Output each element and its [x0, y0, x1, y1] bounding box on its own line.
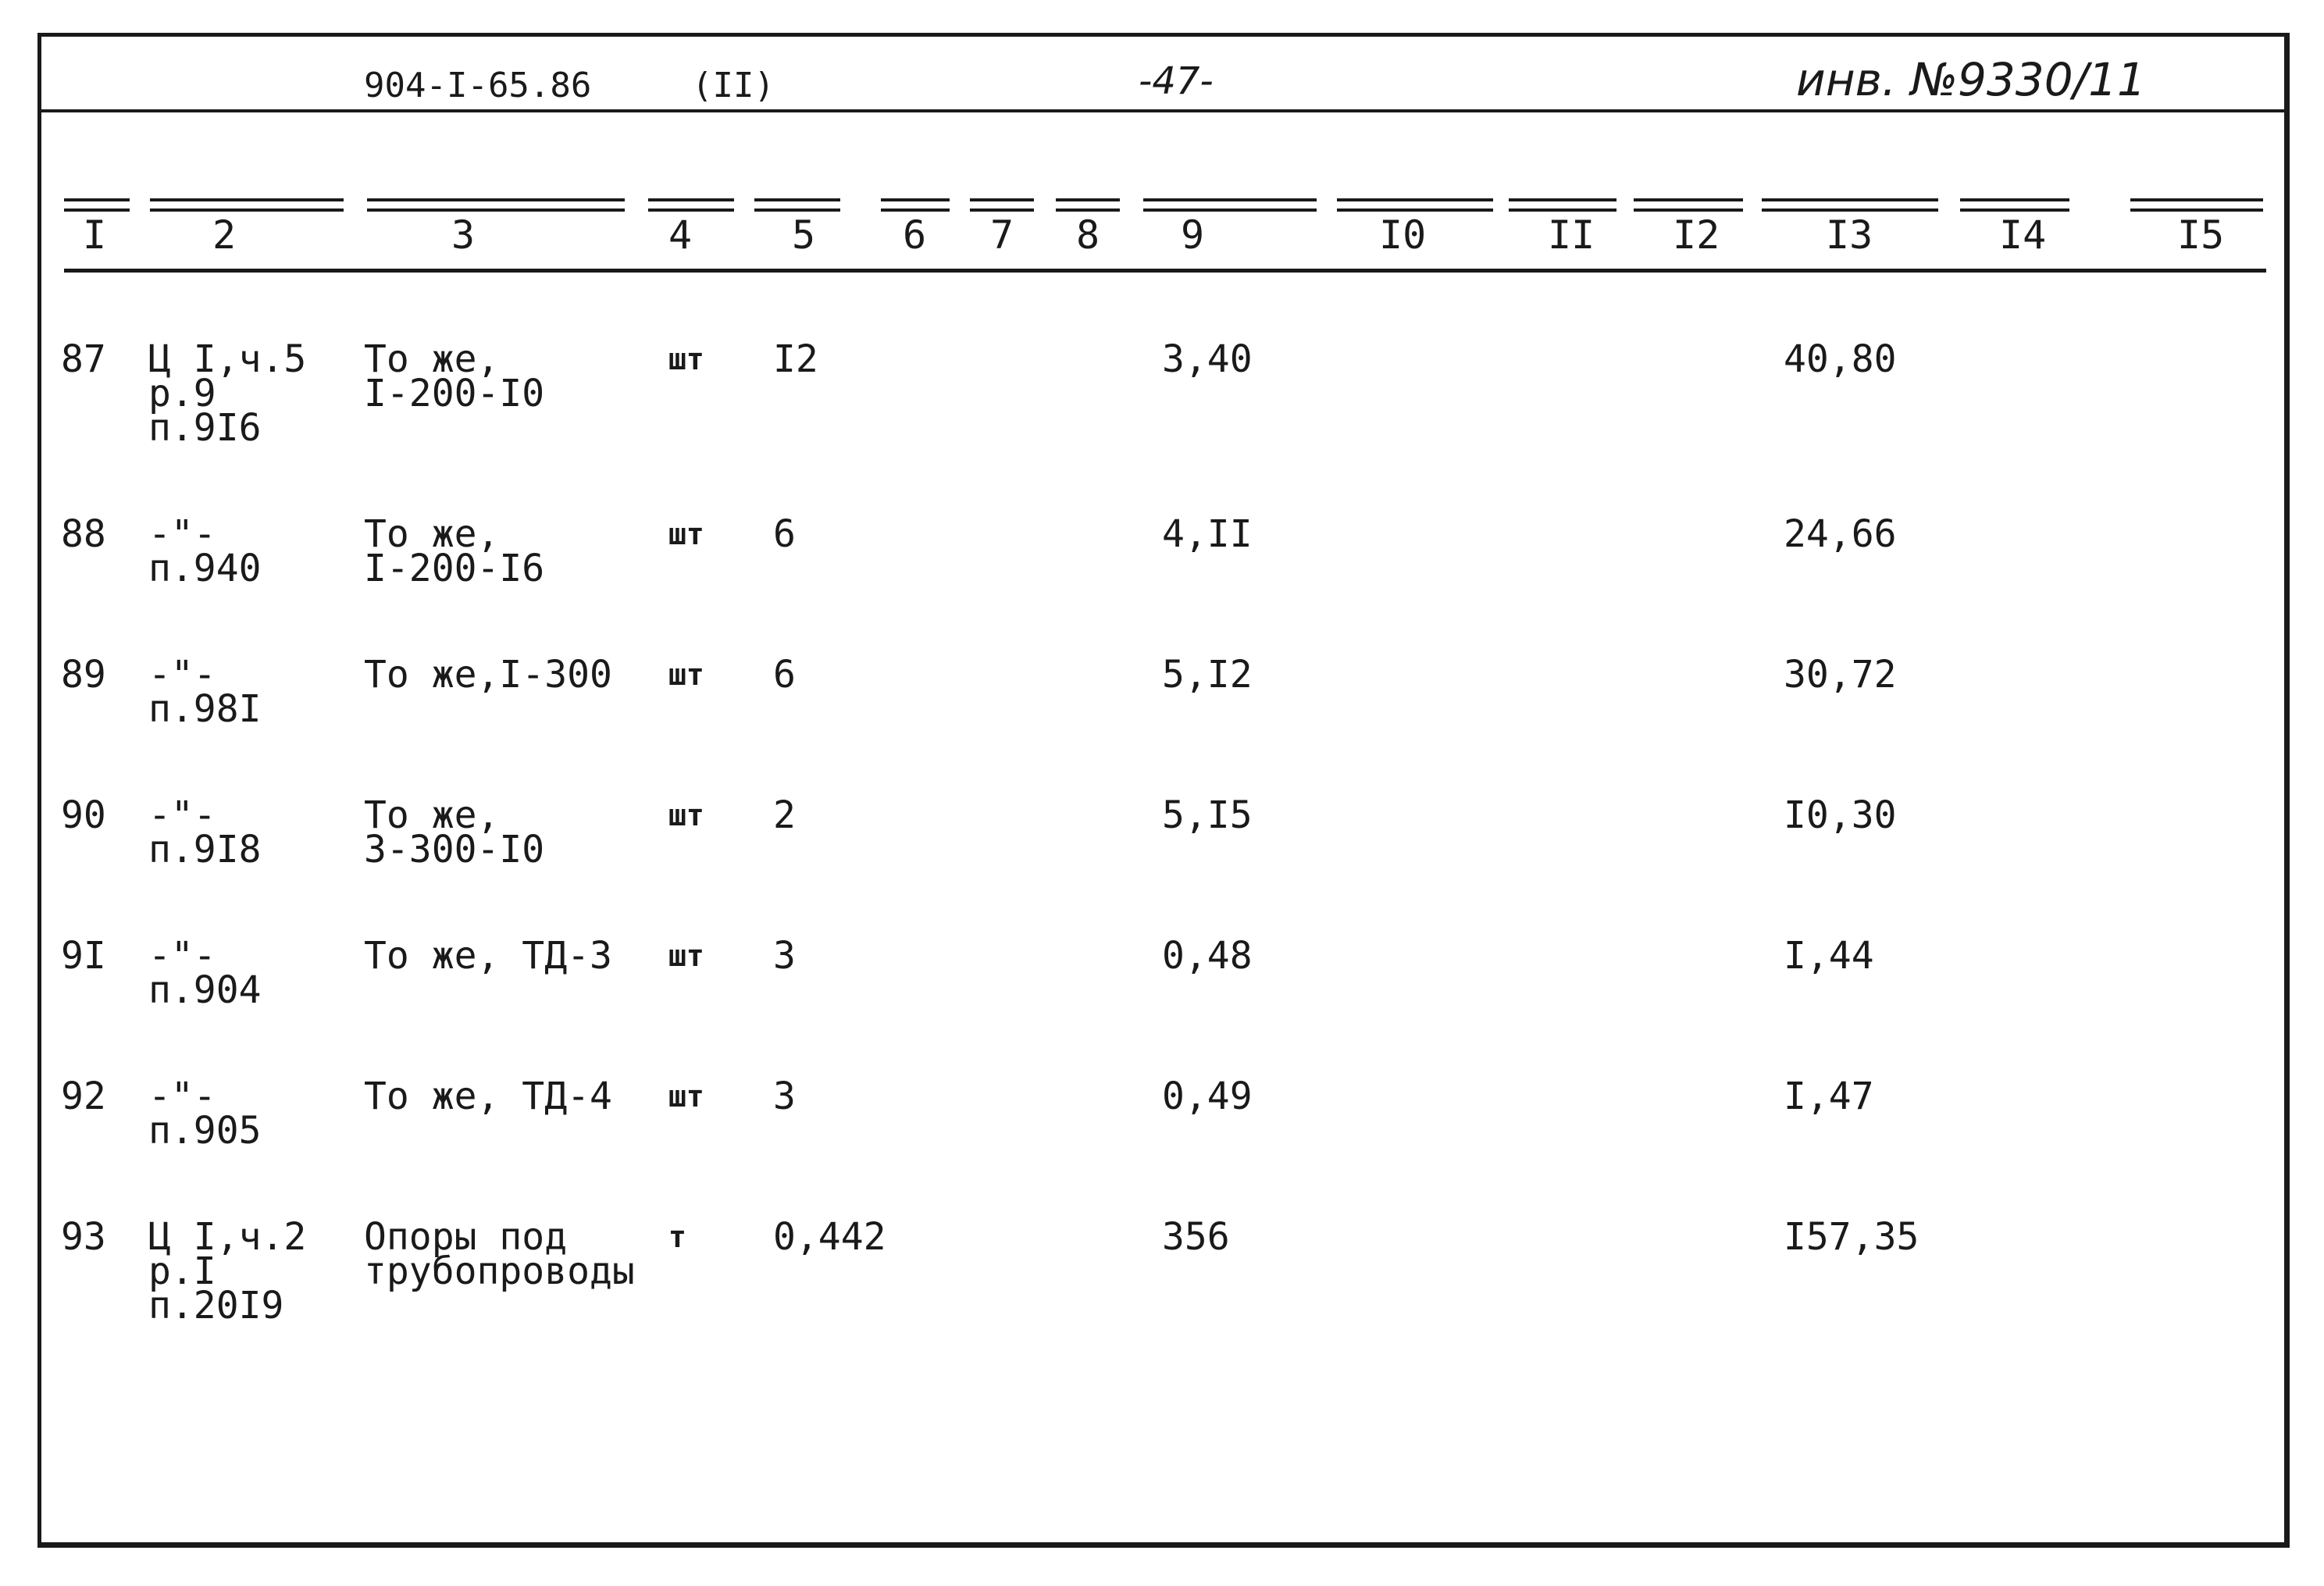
- page-frame: [37, 33, 2290, 1548]
- row-reference: п.905: [148, 1109, 262, 1153]
- header-underline: [64, 269, 2266, 273]
- row-number: 92: [61, 1075, 106, 1118]
- column-rule: [881, 198, 950, 212]
- column-rule: [64, 198, 130, 212]
- column-number: 3: [451, 212, 476, 258]
- column-number: I2: [1673, 212, 1720, 258]
- column-number: II: [1548, 212, 1595, 258]
- row-total: I0,30: [1784, 793, 1897, 837]
- row-quantity: 3: [773, 934, 796, 978]
- column-number: 4: [668, 212, 693, 258]
- column-rule: [367, 198, 625, 212]
- row-reference: п.904: [148, 968, 262, 1012]
- row-name: То же, ТД-3: [364, 934, 612, 978]
- row-name: То же,I-300: [364, 653, 612, 697]
- row-total: 40,80: [1784, 337, 1897, 381]
- column-number: I4: [1999, 212, 2047, 258]
- doc-code: 904-I-65.86: [364, 66, 592, 105]
- row-price: 0,49: [1162, 1075, 1253, 1118]
- row-reference: -"-: [148, 512, 216, 556]
- row-quantity: I2: [773, 337, 818, 381]
- row-reference: п.9I8: [148, 828, 262, 871]
- row-name: I-200-I6: [364, 547, 545, 590]
- row-reference: -"-: [148, 793, 216, 837]
- row-reference: п.9I6: [148, 406, 262, 450]
- column-rule: [754, 198, 840, 212]
- row-price: 4,II: [1162, 512, 1253, 556]
- row-reference: Ц I,ч.5: [148, 337, 307, 381]
- row-price: 356: [1162, 1215, 1230, 1259]
- row-price: 5,I5: [1162, 793, 1253, 837]
- column-number: 8: [1076, 212, 1100, 258]
- header-rule: [37, 109, 2290, 112]
- row-number: 87: [61, 337, 106, 381]
- column-number: 7: [990, 212, 1014, 258]
- row-reference: п.940: [148, 547, 262, 590]
- row-unit: шт: [668, 939, 704, 973]
- row-reference: р.9: [148, 372, 216, 415]
- row-reference: п.20I9: [148, 1284, 284, 1328]
- row-quantity: 6: [773, 653, 796, 697]
- column-rule: [970, 198, 1034, 212]
- row-quantity: 6: [773, 512, 796, 556]
- row-quantity: 3: [773, 1075, 796, 1118]
- page-number: -47-: [1139, 59, 1214, 103]
- row-reference: -"-: [148, 1075, 216, 1118]
- row-total: I57,35: [1784, 1215, 1919, 1259]
- row-unit: шт: [668, 658, 704, 692]
- column-rule: [1056, 198, 1120, 212]
- column-rule: [150, 198, 344, 212]
- column-number: 5: [792, 212, 816, 258]
- row-total: 30,72: [1784, 653, 1897, 697]
- column-number: 9: [1181, 212, 1205, 258]
- row-number: 93: [61, 1215, 106, 1259]
- row-quantity: 2: [773, 793, 796, 837]
- row-name: Опоры под: [364, 1215, 568, 1259]
- row-price: 5,I2: [1162, 653, 1253, 697]
- column-rule: [1960, 198, 2069, 212]
- row-name: I-200-I0: [364, 372, 545, 415]
- row-price: 0,48: [1162, 934, 1253, 978]
- column-rule: [2130, 198, 2263, 212]
- row-reference: -"-: [148, 653, 216, 697]
- row-reference: -"-: [148, 934, 216, 978]
- column-rule: [1143, 198, 1317, 212]
- column-number: 2: [212, 212, 237, 258]
- row-name: То же,: [364, 793, 500, 837]
- row-name: трубопроводы: [364, 1249, 635, 1293]
- row-total: I,47: [1784, 1075, 1874, 1118]
- row-unit: т: [668, 1220, 686, 1254]
- row-name: То же, ТД-4: [364, 1075, 612, 1118]
- column-number: 6: [903, 212, 927, 258]
- column-number: I5: [2177, 212, 2225, 258]
- column-number: I0: [1379, 212, 1427, 258]
- row-total: I,44: [1784, 934, 1874, 978]
- row-number: 89: [61, 653, 106, 697]
- row-total: 24,66: [1784, 512, 1897, 556]
- row-unit: шт: [668, 1079, 704, 1114]
- column-number: I3: [1826, 212, 1873, 258]
- row-price: 3,40: [1162, 337, 1253, 381]
- row-reference: п.98I: [148, 687, 262, 731]
- column-rule: [1337, 198, 1493, 212]
- row-unit: шт: [668, 798, 704, 832]
- column-rule: [1509, 198, 1616, 212]
- column-rule: [1762, 198, 1938, 212]
- inventory-number: инв. №9330/11: [1796, 53, 2146, 106]
- row-unit: шт: [668, 517, 704, 551]
- row-number: 88: [61, 512, 106, 556]
- row-quantity: 0,442: [773, 1215, 886, 1259]
- column-rule: [648, 198, 734, 212]
- row-reference: Ц I,ч.2: [148, 1215, 307, 1259]
- row-name: То же,: [364, 512, 500, 556]
- column-rule: [1634, 198, 1743, 212]
- row-reference: р.I: [148, 1249, 216, 1293]
- doc-part: (II): [692, 66, 775, 105]
- row-number: 90: [61, 793, 106, 837]
- row-unit: шт: [668, 342, 704, 376]
- column-number: I: [83, 212, 107, 258]
- row-name: То же,: [364, 337, 500, 381]
- row-name: 3-300-I0: [364, 828, 545, 871]
- row-number: 9I: [61, 934, 106, 978]
